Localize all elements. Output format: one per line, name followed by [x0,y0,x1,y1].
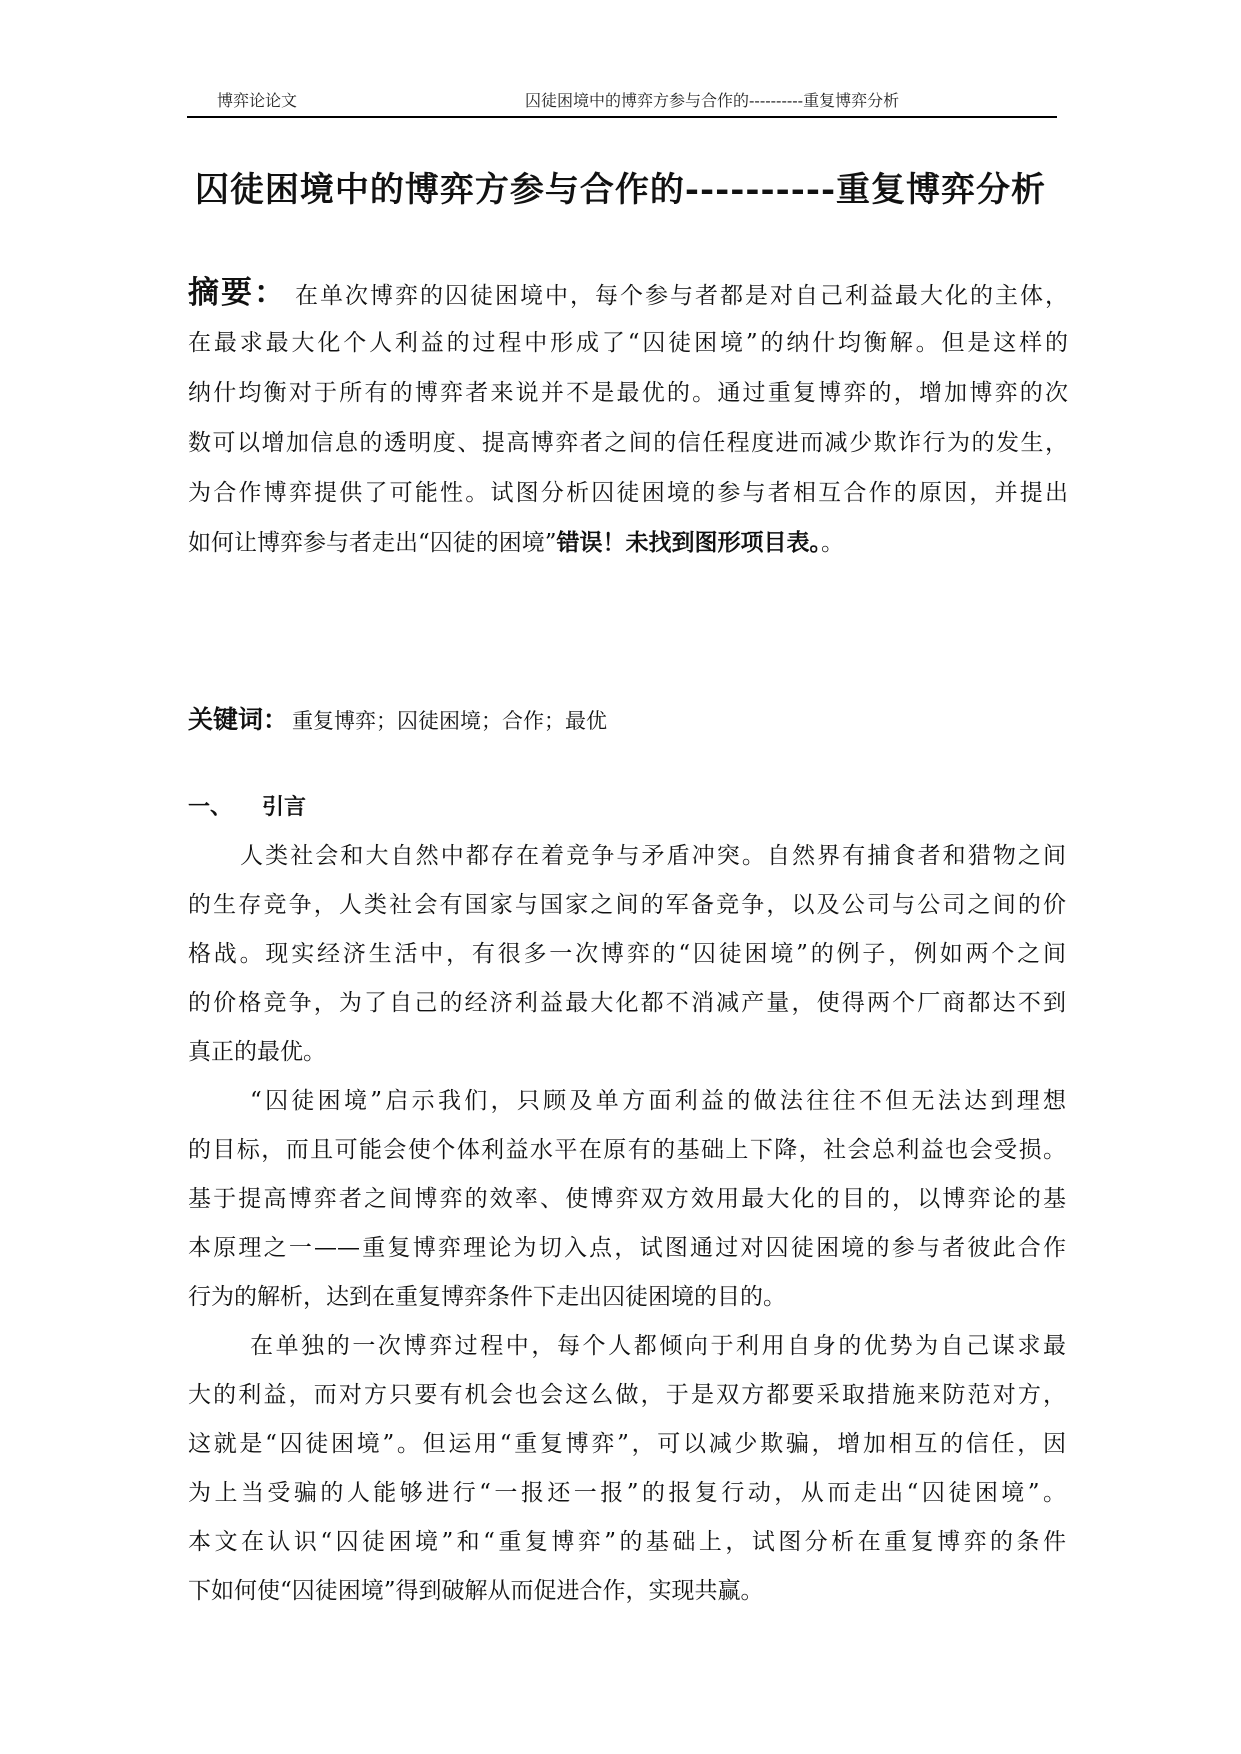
section-title: 引言 [262,794,307,820]
paragraph-line: 为上当受骗的人能够进行“一报还一报”的报复行动，从而走出“囚徒困境”。 [188,1480,1066,1506]
header-right-text: 囚徒困境中的博弈方参与合作的----------重复博弈分析 [525,91,900,110]
header-left-text: 博弈论论文 [217,91,298,110]
section-body [188,832,1066,1616]
paragraph-line: 人类社会和大自然中都存在着竞争与矛盾冲突。自然界有捕食者和猎物之间 [240,843,1066,869]
abstract-line [188,268,1068,318]
paragraph-line: 的价格竞争，为了自己的经济利益最大化都不消减产量，使得两个厂商都达不到 [188,990,1066,1016]
error-message: 错误！未找到图形项目表。 [556,529,822,556]
abstract-text: 如何让博弈参与者走出“囚徒的困境” [188,530,557,556]
abstract-line: 在最求最大化个人利益的过程中形成了“囚徒困境”的纳什均衡解。但是这样的 [188,330,1068,356]
paragraph-line: 真正的最优。 [188,1039,326,1065]
paragraph-line: 在单独的一次博弈过程中，每个人都倾向于利用自身的优势为自己谋求最 [250,1333,1066,1359]
paragraph-line: 的生存竞争，人类社会有国家与国家之间的军备竞争，以及公司与公司之间的价 [188,892,1066,918]
paragraph-line: 这就是“囚徒困境”。但运用“重复博弈”，可以减少欺骗，增加相互的信任，因 [188,1431,1066,1457]
abstract-label: 摘要： [188,275,287,311]
abstract-line: 数可以增加信息的透明度、提高博弈者之间的信任程度进而减少欺诈行为的发生， [188,430,1068,456]
abstract-line: 为合作博弈提供了可能性。试图分析囚徒困境的参与者相互合作的原因，并提出 [188,480,1068,506]
paragraph-line: 行为的解析，达到在重复博弈条件下走出囚徒困境的目的。 [188,1284,786,1310]
paragraph-line: 基于提高博弈者之间博弈的效率、使博弈双方效用最大化的目的，以博弈论的基 [188,1186,1066,1212]
paragraph-line: “囚徒困境”启示我们，只顾及单方面利益的做法往往不但无法达到理想 [250,1088,1066,1114]
keywords-section [188,700,1068,741]
abstract-section [188,268,1068,568]
paragraph [188,1322,1066,1616]
abstract-text: 在单次博弈的囚徒困境中，每个参与者都是对自己利益最大化的主体， [295,283,1068,309]
keywords-label: 关键词： [188,705,289,734]
paragraph-line: 大的利益，而对方只要有机会也会这么做，于是双方都要采取措施来防范对方， [188,1382,1066,1408]
running-header [187,84,1057,118]
paragraph-line: 本原理之一——重复博弈理论为切入点，试图通过对囚徒困境的参与者彼此合作 [188,1235,1066,1261]
document-title: 囚徒困境中的博弈方参与合作的----------重复博弈分析 [194,170,1047,210]
abstract-line [188,518,1068,568]
paragraph [188,1077,1066,1322]
section-number: 一、 [188,794,233,820]
paragraph-line: 下如何使“囚徒困境”得到破解从而促进合作，实现共赢。 [188,1578,764,1604]
paragraph-line: 的目标，而且可能会使个体利益水平在原有的基础上下降，社会总利益也会受损。 [188,1137,1066,1163]
abstract-line: 纳什均衡对于所有的博弈者来说并不是最优的。通过重复博弈的，增加博弈的次 [188,380,1068,406]
keywords-text: 重复博弈；囚徒困境；合作；最优 [292,709,608,733]
paragraph [188,832,1066,1077]
paragraph-line: 格战。现实经济生活中，有很多一次博弈的“囚徒困境”的例子，例如两个之间 [188,941,1066,967]
abstract-end-mark: 。 [821,530,845,556]
paragraph-line: 本文在认识“囚徒困境”和“重复博弈”的基础上，试图分析在重复博弈的条件 [188,1529,1066,1555]
section-heading [188,790,306,821]
